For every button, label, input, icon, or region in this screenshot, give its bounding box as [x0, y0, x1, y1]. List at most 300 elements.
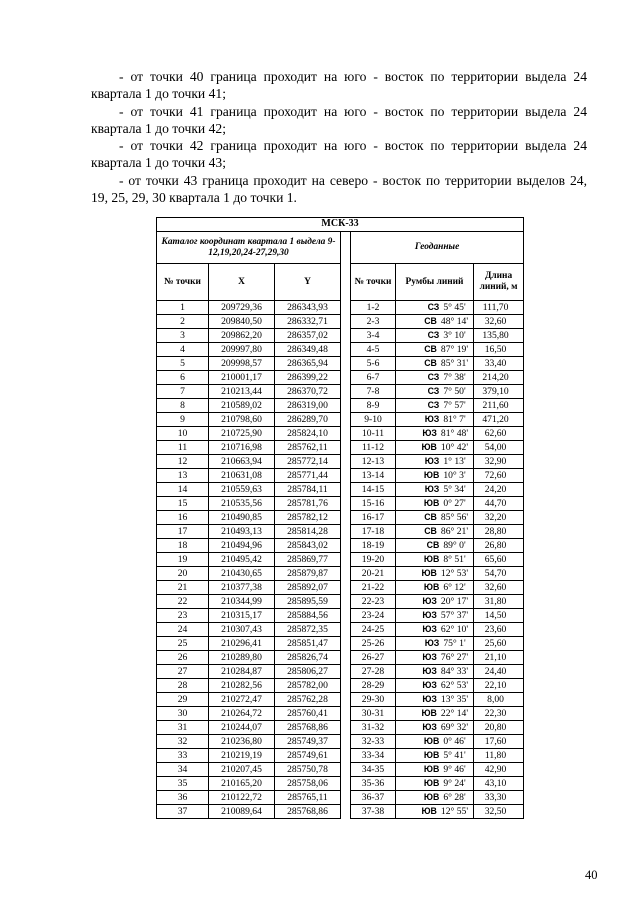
point-number-cell: 32 — [157, 735, 209, 749]
x-cell: 210213,44 — [209, 385, 275, 399]
y-cell: 286399,22 — [275, 371, 341, 385]
length-cell: 16,50 — [474, 343, 524, 357]
x-cell: 210207,45 — [209, 763, 275, 777]
x-cell: 210725,90 — [209, 427, 275, 441]
segment-cell: 20-21 — [351, 567, 396, 581]
length-cell: 32,60 — [474, 581, 524, 595]
table-row — [157, 693, 524, 707]
bearing-angle: 62° 10' — [440, 624, 469, 635]
paragraph-4: - от точки 43 граница проходит на северо - восток по территории выделов 24, 19, 25, 29, 30 квартала 1 до точки 1. — [91, 173, 587, 206]
point-number-cell: 21 — [157, 581, 209, 595]
bearing-direction: ЮВ — [423, 554, 440, 564]
paragraph-3: - от точки 42 граница проходит на юго - восток по территории выдела 24 квартала 1 до точки 43; — [91, 138, 587, 171]
y-cell: 286332,71 — [275, 315, 341, 329]
bearing-direction: ЮЗ — [422, 722, 437, 732]
y-cell: 285869,77 — [275, 553, 341, 567]
point-number-cell: 16 — [157, 511, 209, 525]
bearing-angle: 87° 19' — [440, 344, 469, 355]
point-number-cell: 35 — [157, 777, 209, 791]
bearing-angle: 12° 53' — [440, 568, 469, 579]
table-row — [157, 469, 524, 483]
x-cell: 210244,07 — [209, 721, 275, 735]
length-cell: 54,70 — [474, 567, 524, 581]
gap-cell — [341, 749, 351, 763]
segment-cell: 12-13 — [351, 455, 396, 469]
bearing-angle: 1° 13' — [443, 456, 466, 467]
point-number-cell: 22 — [157, 595, 209, 609]
bearing-angle: 86° 21' — [440, 526, 469, 537]
point-number-cell: 17 — [157, 525, 209, 539]
segment-cell: 33-34 — [351, 749, 396, 763]
segment-cell: 18-19 — [351, 539, 396, 553]
bearing-cell — [396, 525, 474, 539]
y-cell: 286370,72 — [275, 385, 341, 399]
bearing-direction: ЮВ — [423, 750, 440, 760]
bearing-direction: ЮЗ — [422, 428, 437, 438]
segment-cell: 11-12 — [351, 441, 396, 455]
bearing-cell — [396, 301, 474, 315]
table-row — [157, 777, 524, 791]
bearing-direction: ЮВ — [423, 792, 440, 802]
gap-cell — [341, 651, 351, 665]
table-row — [157, 343, 524, 357]
x-cell: 209862,20 — [209, 329, 275, 343]
point-number-cell: 37 — [157, 805, 209, 819]
length-cell: 24,20 — [474, 483, 524, 497]
table-row — [157, 371, 524, 385]
y-cell: 285895,59 — [275, 595, 341, 609]
header-x: X — [209, 264, 275, 301]
segment-cell: 25-26 — [351, 637, 396, 651]
segment-cell: 37-38 — [351, 805, 396, 819]
table-row — [157, 749, 524, 763]
segment-cell: 14-15 — [351, 483, 396, 497]
y-cell: 286289,70 — [275, 413, 341, 427]
y-cell: 285749,61 — [275, 749, 341, 763]
x-cell: 210089,64 — [209, 805, 275, 819]
gap-cell — [341, 637, 351, 651]
bearing-cell — [396, 483, 474, 497]
x-cell: 210494,96 — [209, 539, 275, 553]
gap-cell — [341, 679, 351, 693]
length-cell: 379,10 — [474, 385, 524, 399]
y-cell: 285851,47 — [275, 637, 341, 651]
gap-cell — [341, 497, 351, 511]
gap-cell — [341, 791, 351, 805]
bearing-cell — [396, 777, 474, 791]
y-cell: 285892,07 — [275, 581, 341, 595]
bearing-direction: СЗ — [427, 372, 440, 382]
point-number-cell: 25 — [157, 637, 209, 651]
length-cell: 42,90 — [474, 763, 524, 777]
bearing-angle: 89° 0' — [443, 540, 466, 551]
bearing-angle: 69° 32' — [440, 722, 469, 733]
bearing-cell — [396, 805, 474, 819]
segment-cell: 16-17 — [351, 511, 396, 525]
bearing-cell — [396, 343, 474, 357]
bearing-angle: 13° 35' — [440, 694, 469, 705]
catalog-header: Каталог координат квартала 1 выдела 9-12,19,20,24-27,29,30 — [157, 232, 341, 264]
bearing-cell — [396, 553, 474, 567]
segment-cell: 19-20 — [351, 553, 396, 567]
x-cell: 209998,57 — [209, 357, 275, 371]
point-number-cell: 6 — [157, 371, 209, 385]
segment-cell: 15-16 — [351, 497, 396, 511]
bearing-cell — [396, 385, 474, 399]
table-row — [157, 413, 524, 427]
header-segment: № точки — [351, 264, 396, 301]
length-cell: 43,10 — [474, 777, 524, 791]
bearing-direction: ЮЗ — [422, 610, 437, 620]
bearing-direction: ЮЗ — [422, 694, 437, 704]
length-cell: 62,60 — [474, 427, 524, 441]
gap-cell — [341, 413, 351, 427]
length-cell: 28,80 — [474, 525, 524, 539]
segment-cell: 31-32 — [351, 721, 396, 735]
gap-cell — [341, 399, 351, 413]
point-number-cell: 34 — [157, 763, 209, 777]
table-row — [157, 357, 524, 371]
point-number-cell: 3 — [157, 329, 209, 343]
bearing-cell — [396, 357, 474, 371]
point-number-cell: 2 — [157, 315, 209, 329]
length-cell: 32,60 — [474, 315, 524, 329]
bearing-cell — [396, 609, 474, 623]
gap-cell — [341, 301, 351, 315]
bearing-angle: 5° 34' — [443, 484, 466, 495]
bearing-angle: 0° 46' — [443, 736, 466, 747]
table-row — [157, 329, 524, 343]
table-row — [157, 721, 524, 735]
bearing-angle: 7° 38' — [443, 372, 466, 383]
point-number-cell: 5 — [157, 357, 209, 371]
gap-cell — [341, 329, 351, 343]
bearing-direction: ЮВ — [423, 764, 440, 774]
point-number-cell: 11 — [157, 441, 209, 455]
bearing-cell — [396, 567, 474, 581]
x-cell: 210344,99 — [209, 595, 275, 609]
bearing-cell — [396, 791, 474, 805]
point-number-cell: 26 — [157, 651, 209, 665]
table-row — [157, 399, 524, 413]
point-number-cell: 30 — [157, 707, 209, 721]
bearing-direction: ЮВ — [423, 778, 440, 788]
table-row — [157, 455, 524, 469]
x-cell: 210307,43 — [209, 623, 275, 637]
table-row — [157, 385, 524, 399]
table-row — [157, 427, 524, 441]
gap-cell — [341, 735, 351, 749]
x-cell: 210798,60 — [209, 413, 275, 427]
x-cell: 210495,42 — [209, 553, 275, 567]
bearing-cell — [396, 315, 474, 329]
bearing-angle: 0° 27' — [443, 498, 466, 509]
length-cell: 22,10 — [474, 679, 524, 693]
point-number-cell: 27 — [157, 665, 209, 679]
point-number-cell: 15 — [157, 497, 209, 511]
bearing-direction: СЗ — [427, 330, 440, 340]
bearing-angle: 8° 51' — [443, 554, 466, 565]
bearing-cell — [396, 497, 474, 511]
segment-cell: 1-2 — [351, 301, 396, 315]
table-row — [157, 301, 524, 315]
bearing-direction: СЗ — [427, 302, 440, 312]
segment-cell: 36-37 — [351, 791, 396, 805]
length-cell: 21,10 — [474, 651, 524, 665]
segment-cell: 27-28 — [351, 665, 396, 679]
point-number-cell: 10 — [157, 427, 209, 441]
x-cell: 210430,65 — [209, 567, 275, 581]
y-cell: 285762,11 — [275, 441, 341, 455]
bearing-cell — [396, 539, 474, 553]
y-cell: 285782,00 — [275, 679, 341, 693]
x-cell: 210289,80 — [209, 651, 275, 665]
y-cell: 286357,02 — [275, 329, 341, 343]
bearing-angle: 12° 55' — [440, 806, 469, 817]
bearing-cell — [396, 511, 474, 525]
bearing-cell — [396, 749, 474, 763]
coordinate-table — [156, 217, 524, 819]
y-cell: 285762,28 — [275, 693, 341, 707]
length-cell: 33,30 — [474, 791, 524, 805]
point-number-cell: 13 — [157, 469, 209, 483]
y-cell: 285784,11 — [275, 483, 341, 497]
point-number-cell: 1 — [157, 301, 209, 315]
x-cell: 210122,72 — [209, 791, 275, 805]
length-cell: 8,00 — [474, 693, 524, 707]
bearing-cell — [396, 637, 474, 651]
bearing-angle: 6° 12' — [443, 582, 466, 593]
bearing-angle: 9° 24' — [443, 778, 466, 789]
table-row — [157, 525, 524, 539]
bearing-direction: СВ — [424, 512, 437, 522]
segment-cell: 21-22 — [351, 581, 396, 595]
length-cell: 65,60 — [474, 553, 524, 567]
bearing-cell — [396, 413, 474, 427]
gap-cell — [341, 511, 351, 525]
x-cell: 210589,02 — [209, 399, 275, 413]
y-cell: 285782,12 — [275, 511, 341, 525]
gap-cell — [341, 623, 351, 637]
length-cell: 211,60 — [474, 399, 524, 413]
bearing-direction: ЮЗ — [422, 624, 437, 634]
bearing-cell — [396, 371, 474, 385]
gap-cell — [341, 609, 351, 623]
segment-cell: 9-10 — [351, 413, 396, 427]
segment-cell: 10-11 — [351, 427, 396, 441]
gap-cell — [341, 315, 351, 329]
gap-cell — [341, 343, 351, 357]
gap-cell — [341, 539, 351, 553]
x-cell: 210559,63 — [209, 483, 275, 497]
bearing-angle: 57° 37' — [440, 610, 469, 621]
table-row — [157, 637, 524, 651]
length-cell: 33,40 — [474, 357, 524, 371]
x-cell: 210236,80 — [209, 735, 275, 749]
gap-cell — [341, 371, 351, 385]
bearing-direction: СВ — [424, 526, 437, 536]
point-number-cell: 24 — [157, 623, 209, 637]
gap-cell — [341, 553, 351, 567]
gap-cell — [341, 693, 351, 707]
bearing-angle: 3° 10' — [443, 330, 466, 341]
bearing-angle: 5° 45' — [443, 302, 466, 313]
y-cell: 286319,00 — [275, 399, 341, 413]
bearing-angle: 7° 57' — [443, 400, 466, 411]
bearing-angle: 22° 14' — [440, 708, 469, 719]
header-y: Y — [275, 264, 341, 301]
y-cell: 286349,48 — [275, 343, 341, 357]
table-row — [157, 651, 524, 665]
table-row — [157, 539, 524, 553]
bearing-direction: СВ — [426, 540, 440, 550]
y-cell: 285750,78 — [275, 763, 341, 777]
point-number-cell: 14 — [157, 483, 209, 497]
gap-cell — [341, 357, 351, 371]
length-cell: 25,60 — [474, 637, 524, 651]
y-cell: 285879,87 — [275, 567, 341, 581]
x-cell: 210282,56 — [209, 679, 275, 693]
length-cell: 22,30 — [474, 707, 524, 721]
segment-cell: 23-24 — [351, 609, 396, 623]
length-cell: 471,20 — [474, 413, 524, 427]
bearing-direction: ЮЗ — [422, 680, 437, 690]
segment-cell: 29-30 — [351, 693, 396, 707]
bearing-angle: 10° 3' — [443, 470, 466, 481]
header-bearing: Румбы линий — [396, 264, 474, 301]
segment-cell: 6-7 — [351, 371, 396, 385]
length-cell: 72,60 — [474, 469, 524, 483]
x-cell: 210663,94 — [209, 455, 275, 469]
x-cell: 210315,17 — [209, 609, 275, 623]
point-number-cell: 8 — [157, 399, 209, 413]
segment-cell: 7-8 — [351, 385, 396, 399]
segment-cell: 17-18 — [351, 525, 396, 539]
x-cell: 210535,56 — [209, 497, 275, 511]
bearing-cell — [396, 581, 474, 595]
x-cell: 210165,20 — [209, 777, 275, 791]
point-number-cell: 20 — [157, 567, 209, 581]
table-row — [157, 315, 524, 329]
length-cell: 26,80 — [474, 539, 524, 553]
point-number-cell: 18 — [157, 539, 209, 553]
y-cell: 285843,02 — [275, 539, 341, 553]
length-cell: 23,60 — [474, 623, 524, 637]
table-row — [157, 483, 524, 497]
bearing-angle: 10° 42' — [440, 442, 469, 453]
bearing-angle: 85° 31' — [440, 358, 469, 369]
bearing-direction: ЮЗ — [422, 666, 437, 676]
length-cell: 135,80 — [474, 329, 524, 343]
x-cell: 210490,85 — [209, 511, 275, 525]
point-number-cell: 36 — [157, 791, 209, 805]
segment-cell: 3-4 — [351, 329, 396, 343]
table-row — [157, 553, 524, 567]
bearing-direction: СЗ — [427, 400, 440, 410]
length-cell: 31,80 — [474, 595, 524, 609]
y-cell: 285826,74 — [275, 651, 341, 665]
length-cell: 11,80 — [474, 749, 524, 763]
bearing-direction: ЮВ — [423, 736, 440, 746]
segment-cell: 8-9 — [351, 399, 396, 413]
bearing-cell — [396, 469, 474, 483]
bearing-direction: ЮЗ — [422, 596, 437, 606]
gap-cell — [341, 385, 351, 399]
length-cell: 14,50 — [474, 609, 524, 623]
bearing-cell — [396, 721, 474, 735]
bearing-angle: 6° 28' — [443, 792, 466, 803]
table-row — [157, 707, 524, 721]
point-number-cell: 12 — [157, 455, 209, 469]
length-cell: 20,80 — [474, 721, 524, 735]
bearing-angle: 9° 46' — [443, 764, 466, 775]
segment-cell: 32-33 — [351, 735, 396, 749]
bearing-cell — [396, 329, 474, 343]
point-number-cell: 33 — [157, 749, 209, 763]
table-row — [157, 623, 524, 637]
bearing-direction: ЮВ — [421, 568, 437, 578]
y-cell: 285771,44 — [275, 469, 341, 483]
y-cell: 285760,41 — [275, 707, 341, 721]
point-number-cell: 28 — [157, 679, 209, 693]
bearing-direction: СВ — [424, 344, 437, 354]
header-point-number: № точки — [157, 264, 209, 301]
bearing-direction: ЮВ — [421, 806, 437, 816]
header-length: Длина линий, м — [474, 264, 524, 301]
gap-cell — [341, 581, 351, 595]
x-cell: 210284,87 — [209, 665, 275, 679]
bearing-cell — [396, 693, 474, 707]
x-cell: 209997,80 — [209, 343, 275, 357]
y-cell: 285814,28 — [275, 525, 341, 539]
bearing-angle: 62° 53' — [440, 680, 469, 691]
length-cell: 32,20 — [474, 511, 524, 525]
gap-cell — [341, 441, 351, 455]
geodata-header: Геоданные — [351, 232, 524, 264]
bearing-cell — [396, 441, 474, 455]
table-row — [157, 609, 524, 623]
point-number-cell: 4 — [157, 343, 209, 357]
segment-cell: 28-29 — [351, 679, 396, 693]
segment-cell: 24-25 — [351, 623, 396, 637]
gap-cell — [341, 455, 351, 469]
gap-cell — [341, 595, 351, 609]
page-number: 40 — [585, 868, 598, 882]
bearing-direction: ЮЗ — [422, 652, 437, 662]
bearing-angle: 7° 50' — [443, 386, 466, 397]
bearing-direction: ЮВ — [421, 708, 437, 718]
table-row — [157, 665, 524, 679]
point-number-cell: 29 — [157, 693, 209, 707]
segment-cell: 35-36 — [351, 777, 396, 791]
gap-cell — [341, 525, 351, 539]
y-cell: 285765,11 — [275, 791, 341, 805]
length-cell: 44,70 — [474, 497, 524, 511]
y-cell: 285824,10 — [275, 427, 341, 441]
bearing-cell — [396, 735, 474, 749]
segment-cell: 5-6 — [351, 357, 396, 371]
bearing-direction: ЮВ — [421, 442, 437, 452]
bearing-angle: 85° 56' — [440, 512, 469, 523]
bearing-cell — [396, 679, 474, 693]
bearing-cell — [396, 623, 474, 637]
point-number-cell: 9 — [157, 413, 209, 427]
bearing-direction: ЮВ — [423, 470, 440, 480]
gap-cell — [341, 665, 351, 679]
gap-cell — [341, 483, 351, 497]
x-cell: 210377,38 — [209, 581, 275, 595]
bearing-direction: ЮЗ — [424, 638, 440, 648]
